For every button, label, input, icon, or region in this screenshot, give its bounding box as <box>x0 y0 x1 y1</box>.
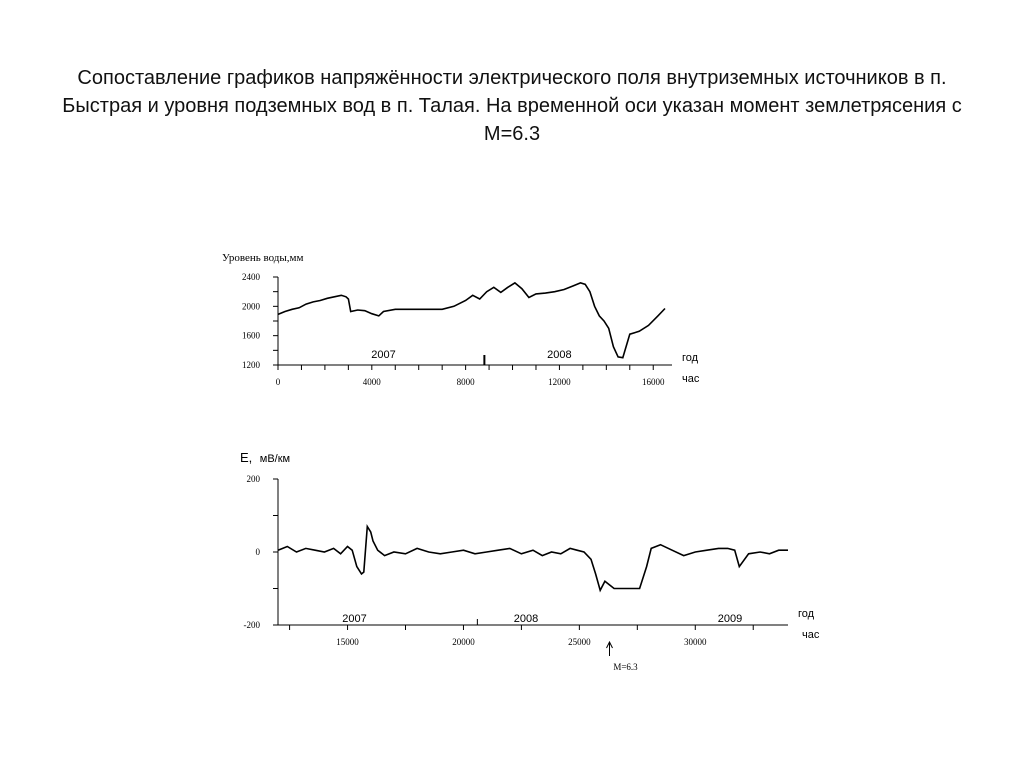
water-level-x-tick-label: 4000 <box>362 377 381 387</box>
water-level-x-ticks <box>276 365 665 387</box>
earthquake-annotation: M=6.3 <box>613 662 638 672</box>
water-level-y-axis-label: Уровень воды,мм <box>222 252 304 264</box>
electric-field-year-label: 2007 <box>342 613 367 625</box>
electric-field-hour-axis-label: час <box>802 629 820 641</box>
electric-field-y-axis-symbol: E, <box>240 450 253 465</box>
water-level-y-tick-label: 2000 <box>242 301 260 312</box>
water-level-series-line <box>278 283 665 358</box>
electric-field-x-ticks <box>290 625 754 647</box>
electric-field-year-labels <box>342 613 742 625</box>
electric-field-x-tick-label: 20000 <box>452 637 475 647</box>
water-level-y-tick-label: 2400 <box>242 272 260 282</box>
water-level-x-tick-label: 12000 <box>548 377 571 387</box>
water-level-y-tick-label: 1600 <box>242 330 260 341</box>
electric-field-y-ticks <box>244 474 279 630</box>
slide-title: Сопоставление графиков напряжённости электрического поля внутриземных источников в п. Быстрая и уровня подземных вод в п. Талая. На временной оси указан момент землетрясения с М=6.3 <box>62 67 962 145</box>
water-level-year-label: 2007 <box>371 349 396 361</box>
water-level-year-axis-label: год <box>682 352 699 364</box>
electric-field-x-tick-label: 30000 <box>684 637 707 647</box>
electric-field-y-tick-label: 0 <box>255 547 260 557</box>
electric-field-year-label: 2008 <box>513 613 539 625</box>
water-level-year-label: 2008 <box>547 349 572 361</box>
water-level-x-tick-label: 8000 <box>456 377 475 387</box>
water-level-hour-axis-label: час <box>682 373 700 385</box>
water-level-y-ticks <box>242 272 278 370</box>
electric-field-y-tick-label: -200 <box>243 620 260 630</box>
electric-field-chart <box>240 449 820 672</box>
water-level-x-tick-label: 16000 <box>641 377 665 387</box>
electric-field-y-tick-label: 200 <box>246 474 260 484</box>
water-level-x-tick-label: 0 <box>275 377 281 387</box>
water-level-chart <box>222 252 700 387</box>
electric-field-y-axis-unit: мВ/км <box>259 453 291 465</box>
electric-field-year-axis-label: год <box>798 608 815 620</box>
electric-field-series-line <box>278 527 788 591</box>
water-level-y-tick-label: 1200 <box>242 360 260 370</box>
electric-field-year-label: 2009 <box>717 613 743 625</box>
electric-field-y-axis-label <box>240 449 290 466</box>
water-level-year-labels <box>371 349 571 361</box>
electric-field-x-tick-label: 25000 <box>568 637 591 647</box>
electric-field-x-tick-label: 15000 <box>336 637 359 647</box>
